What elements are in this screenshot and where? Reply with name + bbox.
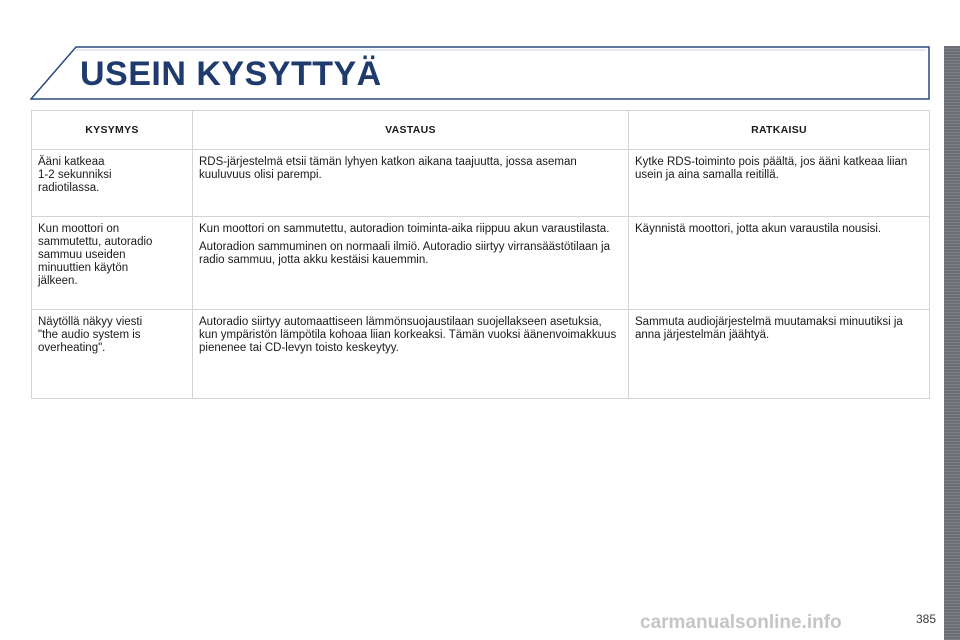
solution-text: Sammuta audiojärjestelmä muutamaksi minuutiksi ja anna järjestelmän jäähtyä. — [635, 316, 903, 341]
header-answer: VASTAUS — [193, 111, 629, 150]
question-text: Kun moottori on sammutettu, autoradio sammuu useiden minuuttien käytön jälkeen. — [38, 223, 153, 287]
solution-cell — [629, 217, 930, 310]
title-banner — [30, 46, 930, 100]
answer-cell — [193, 217, 629, 310]
question-cell — [32, 150, 193, 217]
solution-text: Käynnistä moottori, jotta akun varaustila nousisi. — [635, 223, 882, 235]
answer-text: Kun moottori on sammutettu, autoradion toiminta-aika riippuu akun varaustilasta. — [199, 223, 610, 235]
table-row — [32, 150, 930, 217]
table-row — [32, 217, 930, 310]
answer-text: Autoradio siirtyy automaattiseen lämmönsuojaustilaan suojellakseen asetuksia, kun ympäristön lämpötila kohoaa liian korkeaksi. Tämän vuoksi äänenvoimakkuus pienenee tai CD-levyn toisto keskeytyy. — [199, 316, 617, 354]
watermark: carmanualsonline.info — [640, 612, 842, 633]
table-header-row — [32, 111, 930, 150]
table-row — [32, 310, 930, 399]
answer-text: Autoradion sammuminen on normaali ilmiö. Autoradio siirtyy virransäästötilaan ja radio sammuu, jotta akku kestäisi kauemmin. — [199, 241, 610, 266]
header-question: KYSYMYS — [32, 111, 193, 150]
solution-text: Kytke RDS-toiminto pois päältä, jos ääni katkeaa liian usein ja aina samalla reitillä. — [635, 156, 908, 181]
answer-text: RDS-järjestelmä etsii tämän lyhyen katkon aikana taajuutta, jossa aseman kuuluvuus olisi parempi. — [199, 156, 577, 181]
faq-table — [31, 110, 930, 399]
question-cell — [32, 217, 193, 310]
page-title: USEIN KYSYTTYÄ — [80, 55, 382, 93]
header-solution: RATKAISU — [629, 111, 930, 150]
solution-cell — [629, 310, 930, 399]
answer-cell — [193, 310, 629, 399]
question-cell — [32, 310, 193, 399]
side-tab-texture — [944, 46, 960, 640]
page-number: 385 — [915, 612, 936, 626]
question-text: Näytöllä näkyy viesti "the audio system is overheating". — [38, 316, 143, 354]
question-text: Ääni katkeaa 1-2 sekunniksi radiotilassa. — [38, 156, 112, 194]
solution-cell — [629, 150, 930, 217]
answer-cell — [193, 150, 629, 217]
